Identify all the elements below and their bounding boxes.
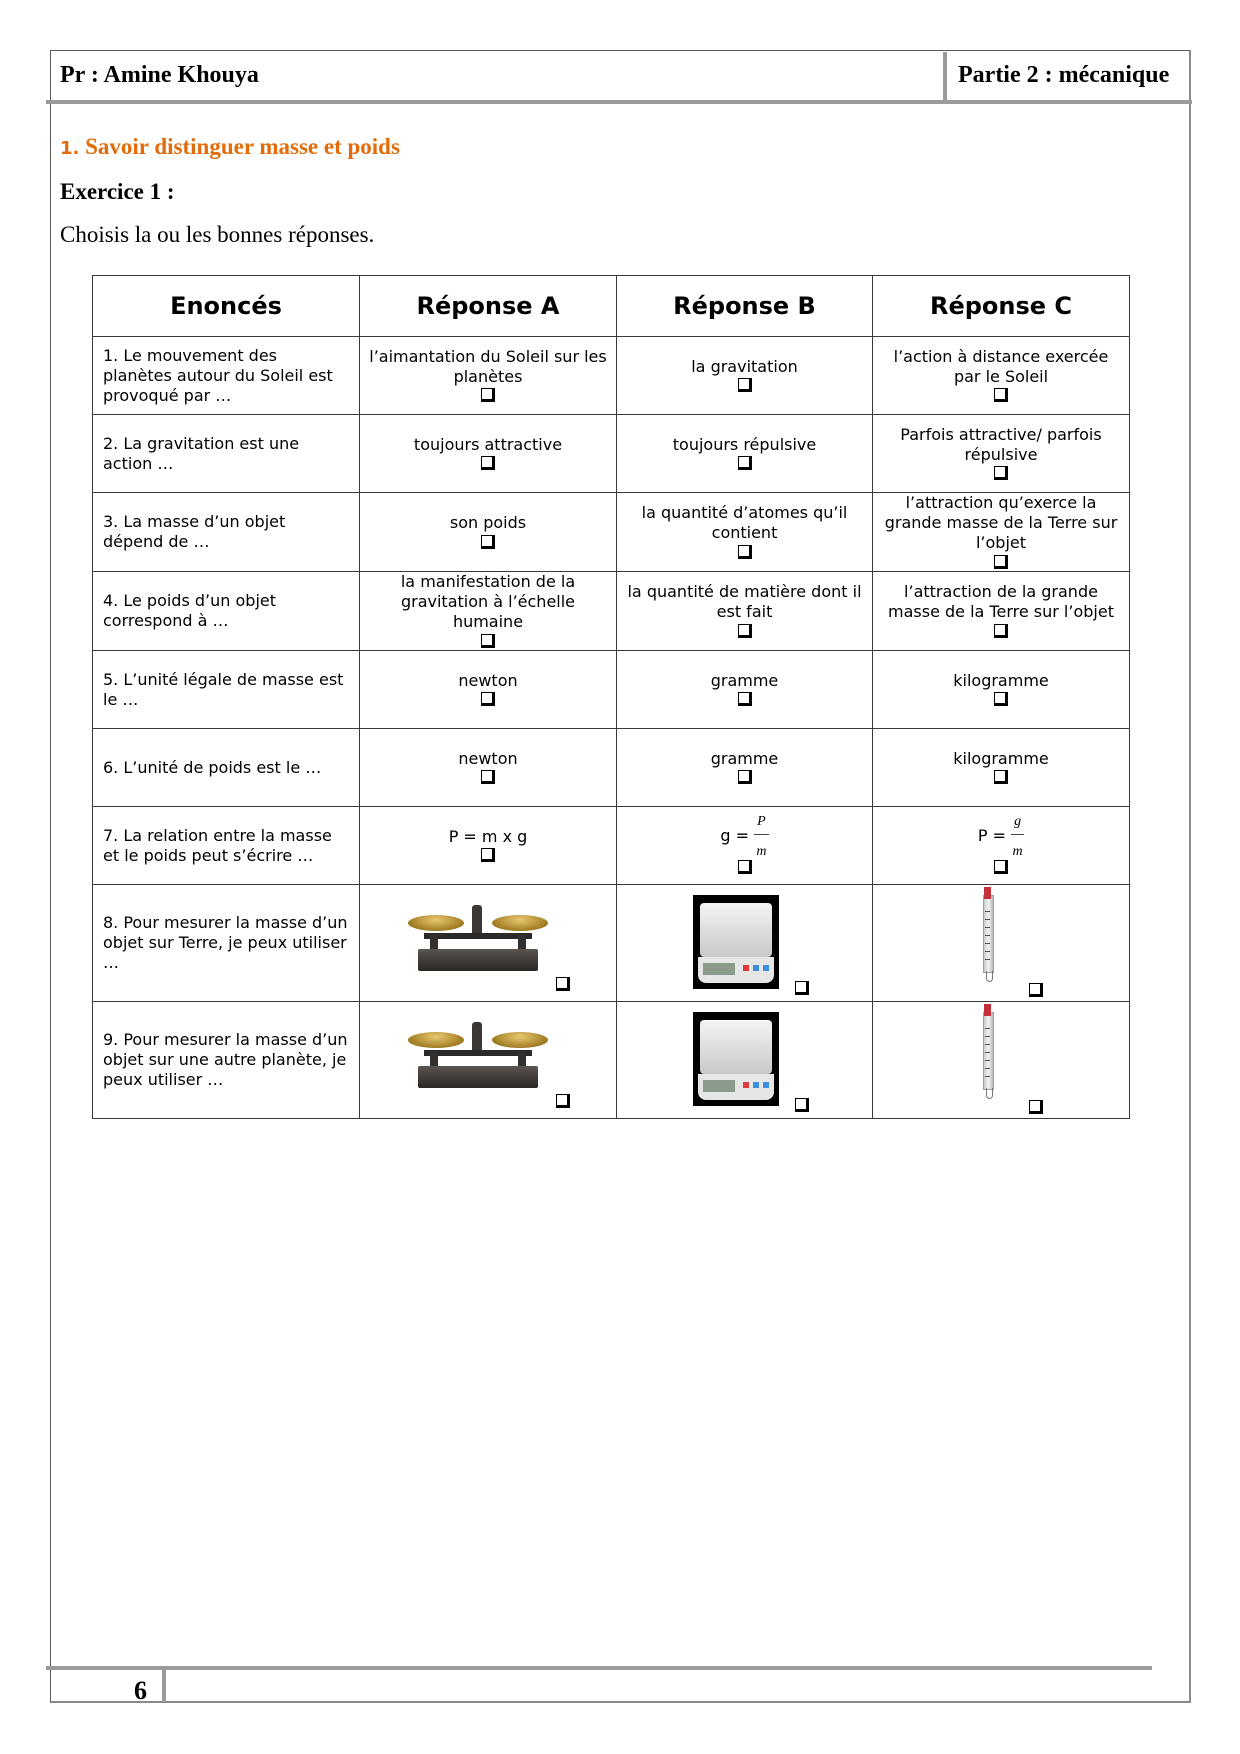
question-7: 7. La relation entre la masse et le poids peut s’écrire … (93, 807, 360, 885)
checkbox-5a[interactable] (481, 692, 495, 706)
answer-text: l’attraction qu’exerce la grande masse de la Terre sur l’objet (884, 493, 1118, 552)
footer-divider (162, 1668, 166, 1702)
answer-6c (873, 729, 1130, 807)
answer-8b (617, 885, 873, 1002)
digital-scale-image (693, 895, 779, 989)
header-divider (943, 52, 947, 102)
question-4: 4. Le poids d’un objet correspond à … (93, 572, 360, 651)
checkbox-1c[interactable] (994, 388, 1008, 402)
header-author: Pr : Amine Khouya (60, 62, 259, 88)
section-title-text: Savoir distinguer masse et poids (85, 134, 400, 159)
checkbox-6a[interactable] (481, 770, 495, 784)
checkbox-7b[interactable] (738, 860, 752, 874)
checkbox-2a[interactable] (481, 456, 495, 470)
checkbox-4b[interactable] (738, 624, 752, 638)
answer-9a (360, 1002, 617, 1119)
answer-8c (873, 885, 1130, 1002)
answer-6b (617, 729, 873, 807)
checkbox-7a[interactable] (481, 848, 495, 862)
roberval-balance-image (408, 1028, 548, 1092)
answer-7a (360, 807, 617, 885)
answer-text: kilogramme (953, 748, 1049, 768)
formula-g-equals: g = (720, 826, 749, 845)
header-part: Partie 2 : mécanique (958, 62, 1170, 88)
table-row (93, 415, 1130, 493)
answer-2b (617, 415, 873, 493)
question-8: 8. Pour mesurer la masse d’un objet sur Terre, je peux utiliser … (93, 885, 360, 1002)
header-answer-c: Réponse C (873, 276, 1130, 337)
question-3: 3. La masse d’un objet dépend de … (93, 493, 360, 572)
question-6: 6. L’unité de poids est le … (93, 729, 360, 807)
answer-text: la gravitation (691, 356, 798, 376)
checkbox-2b[interactable] (738, 456, 752, 470)
section-number: 1. (60, 138, 80, 159)
answer-5c (873, 651, 1130, 729)
answer-5a (360, 651, 617, 729)
section-title (60, 134, 400, 160)
quiz-table (92, 275, 1130, 1119)
answer-6a (360, 729, 617, 807)
page-number: 6 (134, 1676, 147, 1705)
spring-dynamometer-image (981, 887, 995, 983)
checkbox-5b[interactable] (738, 692, 752, 706)
answer-1c (873, 337, 1130, 415)
checkbox-1b[interactable] (738, 378, 752, 392)
answer-text: l’attraction de la grande masse de la Terre sur l’objet (888, 582, 1114, 621)
answer-text: kilogramme (953, 670, 1049, 690)
answer-9b (617, 1002, 873, 1119)
checkbox-6b[interactable] (738, 770, 752, 784)
fraction-p-over-m: $\frac{P}{m}$ (754, 815, 769, 859)
checkbox-2c[interactable] (994, 466, 1008, 480)
question-9: 9. Pour mesurer la masse d’un objet sur une autre planète, je peux utiliser … (93, 1002, 360, 1119)
table-row (93, 885, 1130, 1002)
answer-text: toujours répulsive (672, 434, 817, 454)
checkbox-9c[interactable] (1029, 1100, 1043, 1114)
spring-dynamometer-image (981, 1004, 995, 1100)
checkbox-4a[interactable] (481, 634, 495, 648)
formula-p-equals: P = (977, 826, 1007, 845)
answer-text: l’aimantation du Soleil sur les planètes (369, 346, 607, 386)
header-statements: Enoncés (93, 276, 360, 337)
answer-7b (617, 807, 873, 885)
checkbox-3c[interactable] (994, 555, 1008, 569)
answer-3a (360, 493, 617, 572)
answer-text: Parfois attractive/ parfois répulsive (900, 424, 1102, 464)
answer-9c (873, 1002, 1130, 1119)
answer-7c (873, 807, 1130, 885)
table-row (93, 1002, 1130, 1119)
checkbox-8b[interactable] (795, 981, 809, 995)
digital-scale-image (693, 1012, 779, 1106)
checkbox-6c[interactable] (994, 770, 1008, 784)
fraction-g-over-m: $\frac{g}{m}$ (1012, 813, 1023, 859)
answer-5b (617, 651, 873, 729)
roberval-balance-image (408, 911, 548, 975)
table-row (93, 572, 1130, 651)
checkbox-4c[interactable] (994, 624, 1008, 638)
checkbox-8c[interactable] (1029, 983, 1043, 997)
answer-3b (617, 493, 873, 572)
table-row (93, 729, 1130, 807)
answer-text: newton (458, 748, 518, 768)
answer-text: la manifestation de la gravitation à l’échelle humaine (400, 572, 576, 631)
checkbox-9b[interactable] (795, 1098, 809, 1112)
answer-text: newton (458, 670, 518, 690)
answer-text: la quantité d’atomes qu’il contient (641, 503, 848, 542)
answer-8a (360, 885, 617, 1002)
answer-4b (617, 572, 873, 651)
question-1: 1. Le mouvement des planètes autour du Soleil est provoqué par … (93, 337, 360, 415)
answer-2c (873, 415, 1130, 493)
table-header-row (93, 276, 1130, 337)
table-row (93, 337, 1130, 415)
answer-4a (360, 572, 617, 651)
table-row (93, 651, 1130, 729)
question-5: 5. L’unité légale de masse est le … (93, 651, 360, 729)
checkbox-9a[interactable] (556, 1094, 570, 1108)
checkbox-5c[interactable] (994, 692, 1008, 706)
answer-text: toujours attractive (413, 434, 563, 454)
checkbox-1a[interactable] (481, 388, 495, 402)
answer-3c (873, 493, 1130, 572)
checkbox-3a[interactable] (481, 535, 495, 549)
answer-1a (360, 337, 617, 415)
table-row (93, 493, 1130, 572)
answer-text: gramme (710, 748, 779, 768)
question-2: 2. La gravitation est une action … (93, 415, 360, 493)
exercise-instruction: Choisis la ou les bonnes réponses. (60, 222, 375, 247)
answer-text: la quantité de matière dont il est fait (627, 582, 862, 621)
formula-p-equals-mg: P = m x g (448, 826, 528, 846)
table-row (93, 807, 1130, 885)
answer-4c (873, 572, 1130, 651)
header-answer-b: Réponse B (617, 276, 873, 337)
checkbox-8a[interactable] (556, 977, 570, 991)
answer-2a (360, 415, 617, 493)
checkbox-3b[interactable] (738, 545, 752, 559)
answer-1b (617, 337, 873, 415)
checkbox-7c[interactable] (994, 860, 1008, 874)
answer-text: l’action à distance exercée par le Soleil (893, 346, 1109, 386)
footer-rule (46, 1666, 1152, 1670)
header-answer-a: Réponse A (360, 276, 617, 337)
header-rule (46, 100, 1192, 104)
exercise-title: Exercice 1 : (60, 179, 175, 204)
answer-text: son poids (449, 513, 527, 532)
answer-text: gramme (710, 670, 779, 690)
